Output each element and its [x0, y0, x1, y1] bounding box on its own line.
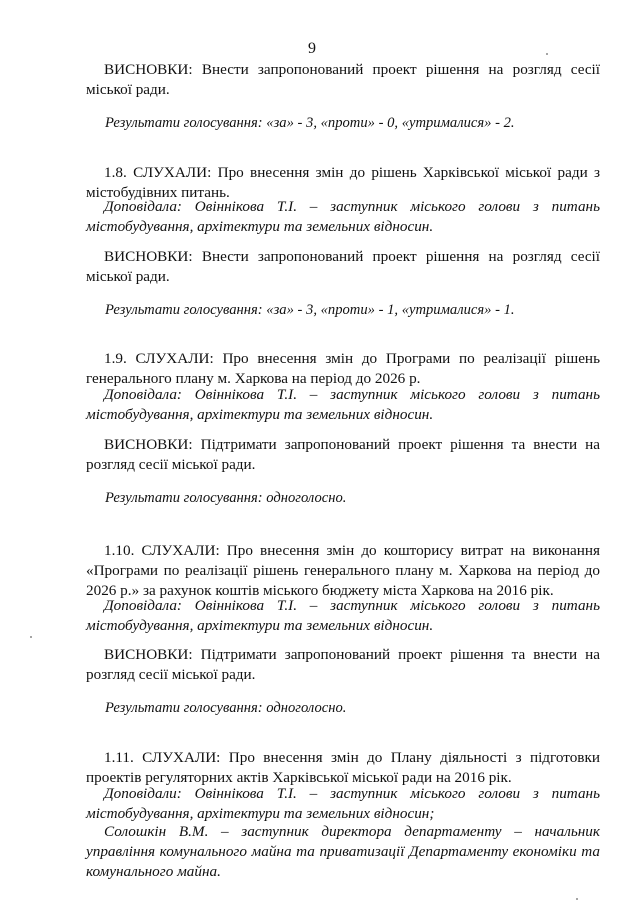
heard-1-10: 1.10. СЛУХАЛИ: Про внесення змін до кошторису витрат на виконання «Програми по реалізації рішень генерального плану м. Харкова на період до 2026 р.» за рахунок коштів міського бюджету міста Харкова на 2016 рік.	[86, 542, 600, 599]
scan-speck	[30, 636, 32, 638]
reporter-1-9: Доповідала: Овіннікова Т.І. – заступник міського голови з питань містобудування, архітектури та земельних відносин.	[86, 386, 600, 423]
conclusion-1-9: ВИСНОВКИ: Підтримати запропонований проект рішення та внести на розгляд сесії міської ради.	[86, 436, 600, 473]
conclusion-1-10: ВИСНОВКИ: Підтримати запропонований проект рішення та внести на розгляд сесії міської ради.	[86, 646, 600, 683]
scan-speck	[546, 53, 548, 55]
page-number: 9	[308, 40, 316, 57]
conclusion-1: ВИСНОВКИ: Внести запропонований проект рішення на розгляд сесії міської ради.	[86, 61, 600, 98]
reporter-1-11: Доповідали: Овіннікова Т.І. – заступник міського голови з питань містобудування, архітектури та земельних відносин;	[86, 785, 600, 822]
heard-1-8: 1.8. СЛУХАЛИ: Про внесення змін до рішень Харківської міської ради з містобудівних питань.	[86, 164, 600, 201]
vote-result-1-10: Результати голосування: одноголосно.	[105, 700, 347, 716]
vote-result-1: Результати голосування: «за» - 3, «проти» - 0, «утрималися» - 2.	[105, 115, 515, 131]
vote-result-1-9: Результати голосування: одноголосно.	[105, 490, 347, 506]
conclusion-1-8: ВИСНОВКИ: Внести запропонований проект рішення на розгляд сесії міської ради.	[86, 248, 600, 285]
vote-result-1-8: Результати голосування: «за» - 3, «проти» - 1, «утрималися» - 1.	[105, 302, 515, 318]
heard-1-11: 1.11. СЛУХАЛИ: Про внесення змін до Плану діяльності з підготовки проектів регуляторних актів Харківської міської ради на 2016 рік.	[86, 749, 600, 786]
co-reporter-1-11: Солошкін В.М. – заступник директора департаменту – начальник управління комунального майна та приватизації Департаменту економіки та комунального майна.	[86, 823, 600, 880]
heard-1-9: 1.9. СЛУХАЛИ: Про внесення змін до Програми по реалізації рішень генерального плану м. Харкова на період до 2026 р.	[86, 350, 600, 387]
reporter-1-10: Доповідала: Овіннікова Т.І. – заступник міського голови з питань містобудування, архітектури та земельних відносин.	[86, 597, 600, 634]
scan-speck	[576, 898, 578, 900]
reporter-1-8: Доповідала: Овіннікова Т.І. – заступник міського голови з питань містобудування, архітектури та земельних відносин.	[86, 198, 600, 235]
